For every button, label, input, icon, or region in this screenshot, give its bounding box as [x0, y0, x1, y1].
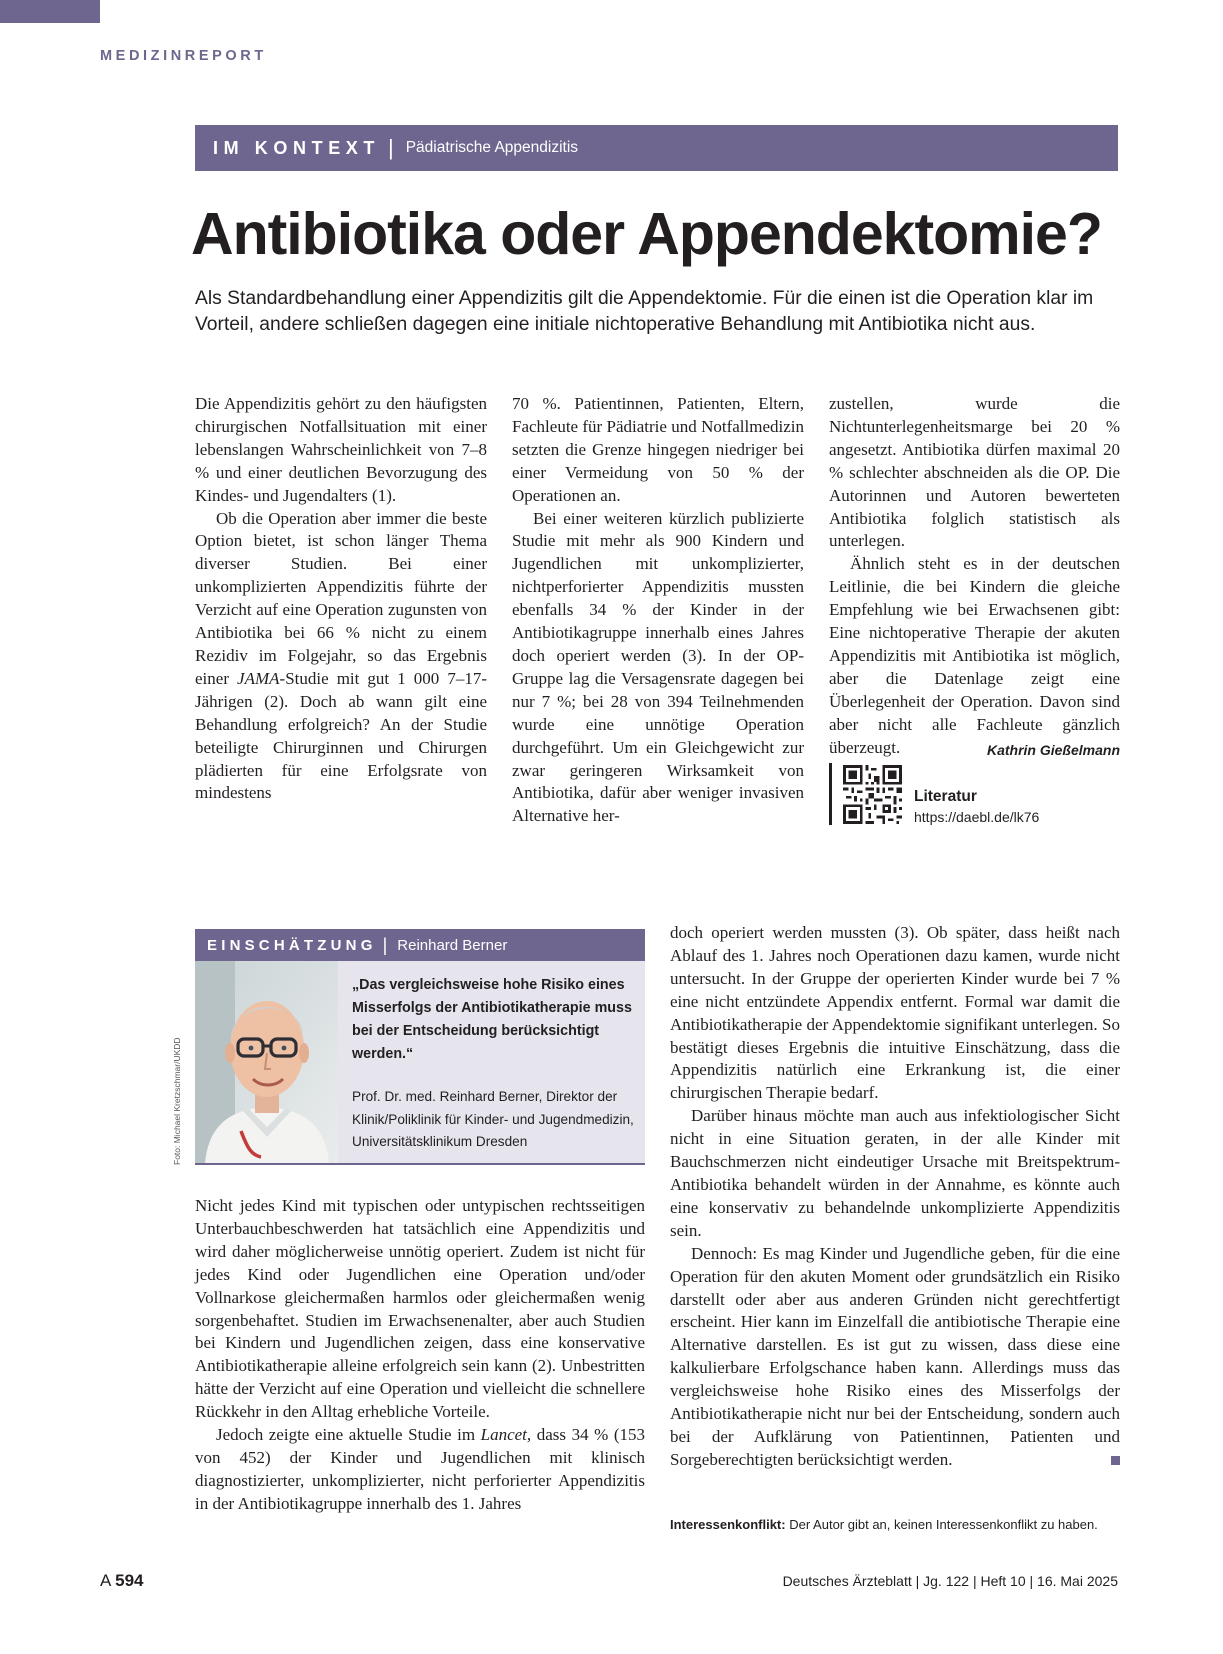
context-bar: [195, 125, 1118, 171]
context-topic: Pädiatrische Appendizitis: [405, 139, 579, 156]
lead-paragraph: Als Standardbehandlung einer Appendizitis gilt die Appendektomie. Für die einen ist die Operation klar im Vorteil, andere schließen dagegen eine initiale nichtoperative Behandlung mit Antibiotika nicht aus.: [195, 288, 1094, 335]
author-bio: Prof. Dr. med. Reinhard Berner, Direktor der Klinik/Poliklinik für Kinder- und Jugendmedizin, Universitätsklinikum Dresden: [352, 1089, 634, 1149]
conflict-text: Der Autor gibt an, keinen Interessenkonflikt zu haben.: [789, 1517, 1098, 1532]
portrait-photo: [195, 961, 338, 1163]
article-column-3: [829, 393, 1120, 762]
paragraph: 70 %. Patientinnen, Patienten, Eltern, Fachleute für Pädiatrie und Notfallmedizin setzten die Grenze hingegen niedriger bei einer Vermeidung von 50 % der Operationen an.: [512, 394, 804, 505]
corner-accent-bar: [0, 0, 100, 23]
page-number-value: 594: [115, 1571, 144, 1590]
end-mark-icon: [1111, 1456, 1120, 1465]
paragraph: Ob die Operation aber immer die beste Option bietet, ist schon länger Thema diverser Studien. Bei einer unkomplizierten Appendizitis führte der Verzicht auf eine Operation zugunsten von Antibiotika bei 66 % nicht zu einem Rezidiv im Folgejahr, so das Ergebnis einer JAMA-Studie mit gut 1 000 7–17-Jährigen (2). Doch ab wann gilt eine Behandlung erfolgreich? An der Studie beteiligte Chirurginnen und Chirurgen plädierten für eine Erfolgsrate von mindestens: [195, 508, 487, 803]
literature-link[interactable]: https://daebl.de/lk76: [914, 809, 1040, 825]
section-label: MEDIZINREPORT: [100, 48, 267, 64]
conflict-label: Interessenkonflikt:: [670, 1517, 786, 1532]
journal-footer: Deutsches Ärzteblatt | Jg. 122 | Heft 10 | 16. Mai 2025: [782, 1573, 1118, 1589]
page-prefix: A: [100, 1571, 111, 1590]
assessment-bar: [195, 929, 645, 961]
paragraph: Ähnlich steht es in der deutschen Leitlinie, die bei Kindern die gleiche Empfehlung wie bei Erwachsenen gibt: Eine nichtoperative Therapie der akuten Appendizitis mit Antibiotika ist möglich, aber die Datenlage zeigt eine Überlegenheit der Operation. Davon sind aber nicht alle Fachleute gänzlich überzeugt. Kathrin Gießelmann: [829, 553, 1120, 759]
paragraph: Dennoch: Es mag Kinder und Jugendliche geben, für die eine Operation für den akuten Moment oder grundsätzlich ein Risiko darstellt oder aber aus anderen Gründen nicht gerechtfertigt erscheint. Hier kann im Einzelfall die antibiotische Therapie eine Alternative darstellen. Es ist gut zu wissen, dass diese eine kalkulierbare Erfolgschance haben kann. Allerdings muss das vergleichsweise hohe Risiko eines des Misserfolgs der Antibiotikatherapie nicht nur bei der Entscheidung, sondern auch bei der Aufklärung von Patientinnen, Patienten und Sorgeberechtigten berücksichtigt werden.: [670, 1243, 1120, 1469]
paragraph: zustellen, wurde die Nichtunterlegenheitsmarge bei 20 % angesetzt. Antibiotika dürfen maximal 20 % schlechter abschneiden als die OP. Die Autorinnen und Autoren bewerteten Antibiotika folglich statistisch als unterlegen.: [829, 394, 1120, 551]
page-number: [100, 1571, 144, 1591]
assessment-name: Reinhard Berner: [397, 936, 508, 954]
context-kicker: IM KONTEXT: [213, 137, 380, 158]
paragraph: Bei einer weiteren kürzlich publizierte Studie mit mehr als 900 Kindern und Jugendlichen mit unkomplizierter, nichtperforierter Appendizitis mussten ebenfalls 34 % der Kinder in der Antibiotikagruppe innerhalb eines Jahres doch operiert werden (3). In der OP-Gruppe lag die Versagensrate dagegen bei nur 7 %; bei 28 von 394 Teilnehmenden wurde eine unnötige Operation durchgeführt. Um ein Gleichgewicht zur zwar geringeren Wirksamkeit von Antibiotika, dafür aber weniger invasiven Alternative her-: [512, 508, 804, 826]
context-separator: |: [388, 135, 394, 160]
headline: Antibiotika oder Appendektomie?: [191, 201, 1102, 267]
literature-title: Literatur: [914, 788, 977, 805]
journal-name: Lancet,: [480, 1425, 532, 1445]
pull-quote: „Das vergleichsweise hohe Risiko eines Misserfolgs der Antibiotikatherapie muss bei der Entscheidung berücksichtigt werden.“: [352, 977, 632, 1062]
paragraph: Nicht jedes Kind mit typischen oder untypischen rechtsseitigen Unterbauchbeschwerden hat tatsächlich eine Appendizitis und wird daher möglicherweise unnötig operiert. Zudem ist nicht für jedes Kind oder Jugendlichen eine Operation und/oder Vollnarkose gleichermaßen harmlos oder gleichermaßen wenig sorgenbehaftet. Studien im Erwachsenenalter, aber auch Studien bei Kindern und Jugendlichen zeigen, dass eine konservative Antibiotikatherapie alleine erfolgreich sein kann (2). Unbestritten hätte der Verzicht auf eine Operation und vielleicht die schnellere Rückkehr in den Alltag erhebliche Vorteile.: [195, 1196, 645, 1422]
assessment-separator: |: [382, 934, 388, 955]
assessment-kicker: EINSCHÄTZUNG: [207, 936, 377, 954]
assessment-column-2: [670, 922, 1120, 1472]
paragraph: doch operiert werden mussten (3). Ob später, dass heißt nach Ablauf des 1. Jahres noch Operationen dazu kamen, wurde nicht untersucht. In der Gruppe der operierten Kinder wurde bei 7 % eine nicht entzündete Appendix entfernt. Formal war damit die Antibiotikatherapie der Appendektomie signifikant unterlegen. So bestätigt dieses Ergebnis die intuitive Einschätzung, dass die Appendizitis natürlich eine Erkrankung ist, die einer chirurgischen Therapie bedarf.: [670, 923, 1120, 1103]
article-column-1: [195, 393, 487, 805]
paragraph: Jedoch zeigte eine aktuelle Studie im Lancet, dass 34 % (153 von 452) der Kinder und Jugendlichen mit klinisch diagnostizierter, unkomplizierter, nicht perforierter Appendizitis in der Antibiotikagruppe innerhalb des 1. Jahres: [195, 1425, 645, 1513]
assessment-column-1: [195, 1195, 645, 1516]
literature-divider: [829, 763, 832, 825]
author-byline: Kathrin Gießelmann: [986, 741, 1120, 758]
conflict-of-interest: [670, 1517, 1098, 1532]
qr-code-icon[interactable]: [843, 765, 902, 824]
photo-credit: Foto: Michael Kretzschmar/UKDD: [172, 1037, 182, 1165]
paragraph: Darüber hinaus möchte man auch aus infektiologischer Sicht nicht in eine Situation geraten, in der alle Kinder mit Bauchschmerzen nicht eindeutiger Ursache mit Breitspektrum-Antibiotika behandelt würden in der Annahme, es könnte auch eine konservativ zu behandelnde unkomplizierte Appendizitis sein.: [670, 1106, 1120, 1240]
paragraph: Die Appendizitis gehört zu den häufigsten chirurgischen Notfallsituation mit einer lebenslangen Wahrscheinlichkeit von 7–8 % und einer deutlichen Bevorzugung des Kindes- und Jugendalters (1).: [195, 394, 487, 505]
article-column-2: [512, 393, 804, 828]
journal-name: JAMA: [237, 668, 280, 688]
